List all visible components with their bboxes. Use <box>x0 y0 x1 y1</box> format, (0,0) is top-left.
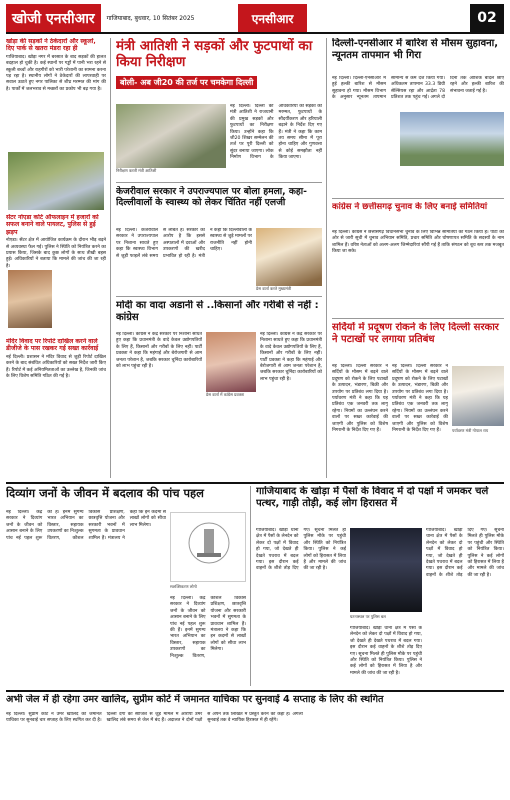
story-headline: दिव्यांग जनों के जीवन में बदलाव की पांच पहल <box>6 486 204 500</box>
story-photo <box>206 332 256 392</box>
story-congress-committees <box>332 202 504 230</box>
story-subhead: बोली- अब जी20 की तर्ज पर चमकेगा दिल्ली <box>116 76 257 89</box>
story-ghaziabad-clash <box>256 486 504 526</box>
photo-caption: पर्यावरण मंत्री गोपाल राय <box>452 428 489 433</box>
story-body: गाजियाबाद। खोड़ा थाना क्षेत्र में पैसों के लेनदेन को लेकर दो पक्षों में विवाद हो गया, जो देखते ही देखते पथराव में बदल गया। इस दौरान कई वाहनों के शीशे तोड़ दिए गए। सूचना मिलते ही पुलिस मौके पर पहुंची और स्थिति को नियंत्रित किया। पुलिस ने कई लोगों को हिरासत में लिया है और मामले की जांच की जा रही है। <box>256 528 346 572</box>
story-body: नई दिल्ली। सुप्रीम कोर्ट ने उमर खालिद की जमानत याचिका पर सुनवाई चार सप्ताह के लिए स्थगित कर दी है। दिल्ली दंगों की साजिश से जुड़े मामले में आरोपी उमर खालिद लंबे समय से जेल में बंद हैं। अदालत ने दोनों पक्षों से अपने तर्क लिखित में प्रस्तुत करने को कहा है। अगली सुनवाई तक वे न्यायिक हिरासत में ही रहेंगे। <box>6 712 303 724</box>
story-atishi-inspection <box>116 38 322 102</box>
story-headline: मंत्री आतिशी ने सड़कों और फुटपाथों का किया निरीक्षण <box>116 38 313 70</box>
story-headline: केजरीवाल सरकार ने उपराज्यपाल पर बोला हमला, कहा- दिल्लीवालों के स्वास्थ्य को लेकर चिंतित नहीं एलजी <box>116 186 307 209</box>
story-body-continued: नई दिल्ली। कांग्रेस ने केंद्र सरकार पर निशाना साधते हुए कहा कि प्रधानमंत्री के वादे केवल उद्योगपतियों के लिए हैं, किसानों और गरीबों के लिए नहीं। पार्टी प्रवक्ता ने कहा कि महंगाई और बेरोजगारी से आम जनता परेशान है, जबकि सरकार चुनिंदा कारोबारियों को लाभ पहुंचा रही है। <box>260 332 322 382</box>
story-body: गाजियाबाद। खोड़ा नगर में बरसात के बाद सड़कों की हालत बदहाल हो चुकी है। कई स्थानों पर गड्ढों में पानी भरा रहने से स्कूली बच्चों और राहगीरों को भारी परेशानी का सामना करना पड़ रहा है। स्थानीय लोगों ने ठेकेदारों की लापरवाही पर सवाल उठाते हुए नगर पालिका से शीघ्र मरम्मत की मांग की है। पार्कों में जलभराव से मच्छरों का प्रकोप भी बढ़ गया है। <box>6 54 106 92</box>
story-headline: मोदी का वादा अडानी से ..किसानों और गरीबी से नहीं : कांग्रेस <box>116 300 319 323</box>
story-body: नई दिल्ली। कांग्रेस ने केंद्र सरकार पर निशाना साधते हुए कहा कि प्रधानमंत्री के वादे केवल उद्योगपतियों के लिए हैं, किसानों और गरीबों के लिए नहीं। पार्टी प्रवक्ता ने कहा कि महंगाई और बेरोजगारी से आम जनता परेशान है, जबकि सरकार चुनिंदा कारोबारियों को लाभ पहुंचा रही है। <box>116 332 202 370</box>
story-photo <box>256 228 322 286</box>
empowerment-logo <box>170 512 246 582</box>
story-photo <box>8 270 52 328</box>
story-photo <box>400 112 504 166</box>
story-headline: खोड़ा की सड़कों ने ठेकेदारों और स्कूलों, दिए पार्क से खतरा मंडरा रहा ही <box>6 38 96 53</box>
story-umar-khalid <box>6 694 504 708</box>
brand-logo: खोजी एनसीआर <box>6 4 101 32</box>
story-disabled-initiatives <box>6 486 246 508</box>
story-headline: सर्दियों में प्रदूषण रोकने के लिए दिल्ली सरकार ने पटाखों पर लगाया प्रतिबंध <box>332 322 499 345</box>
story-photo <box>350 528 422 612</box>
story-temple-report <box>6 338 106 478</box>
masthead <box>6 4 504 34</box>
photo-caption: प्रेस वार्ता में कांग्रेस प्रवक्ता <box>206 392 245 397</box>
page-number: 02 <box>470 4 504 32</box>
story-photo <box>116 104 226 168</box>
story-body: नई दिल्ली। केंद्र सरकार ने दिव्यांग जनों के जीवन को आसान बनाने के लिए पांच नई पहल शुरू की हैं। इनमें सुगम्य भारत अभियान का विस्तार, सहायक उपकरणों का निःशुल्क वितरण, कौशल विकास प्रशिक्षण, छात्रवृत्ति योजना और सरकारी भवनों में सुगमता के प्रावधान शामिल हैं। मंत्रालय ने कहा कि इन कदमों से लाखों लोगों को सीधा लाभ मिलेगा। <box>6 510 166 541</box>
story-body-continued: नई दिल्ली। केंद्र सरकार ने दिव्यांग जनों के जीवन को आसान बनाने के लिए पांच नई पहल शुरू की हैं। इनमें सुगम्य भारत अभियान का विस्तार, सहायक उपकरणों का निःशुल्क वितरण, कौशल विकास प्रशिक्षण, छात्रवृत्ति योजना और सरकारी भवनों में सुगमता के प्रावधान शामिल हैं। मंत्रालय ने कहा कि इन कदमों से लाखों लोगों को सीधा लाभ मिलेगा। <box>170 596 246 659</box>
story-body-continued: गाजियाबाद। खोड़ा थाना क्षेत्र में पैसों के लेनदेन को लेकर दो पक्षों में विवाद हो गया, जो देखते ही देखते पथराव में बदल गया। इस दौरान कई वाहनों के शीशे तोड़ दिए गए। सूचना मिलते ही पुलिस मौके पर पहुंची और स्थिति को नियंत्रित किया। पुलिस ने कई लोगों को हिरासत में लिया है और मामले की जांच की जा रही है। <box>426 528 504 578</box>
story-headline: अभी जेल में ही रहेगा उमर खालिद, सुप्रीम कोर्ट में जमानत याचिका पर सुनवाई 4 सप्ताह के लिए की स्थगित <box>6 694 384 705</box>
story-body-extra: गाजियाबाद। खोड़ा थाना क्षेत्र में पैसों के लेनदेन को लेकर दो पक्षों में विवाद हो गया, जो देखते ही देखते पथराव में बदल गया। इस दौरान कई वाहनों के शीशे तोड़ दिए गए। सूचना मिलते ही पुलिस मौके पर पहुंची और स्थिति को नियंत्रित किया। पुलिस ने कई लोगों को हिरासत में लिया है और मामले की जांच की जा रही है। <box>350 626 422 676</box>
emblem-icon <box>171 513 246 582</box>
photo-caption: निरीक्षण करती मंत्री आतिशी <box>116 168 157 173</box>
story-body: नई दिल्ली। कांग्रेस ने छत्तीसगढ़ विधानसभा चुनाव के लिए विभिन्न समितियों का गठन किया है। पार्टी की ओर से जारी सूची में चुनाव अभियान समिति, प्रचार समिति और घोषणापत्र समिति के सदस्यों के नाम शामिल हैं। वरिष्ठ नेताओं को अलग-अलग जिम्मेदारियां सौंपी गई हैं ताकि संगठन को बूथ स्तर तक मजबूत किया जा सके। <box>332 230 504 255</box>
story-headline: दिल्ली-एनसीआर में बारिश से मौसम सुहावना, न्यूनतम तापमान भी गिरा <box>332 38 499 61</box>
story-body: नई दिल्ली। दिल्ली की मंत्री आतिशी ने राजधानी की प्रमुख सड़कों और फुटपाथों का निरीक्षण किया। उन्होंने कहा कि जी20 शिखर सम्मेलन की तर्ज पर पूरी दिल्ली को सुंदर बनाया जाएगा। लोक निर्माण विभाग के अधिकारियों को सड़कों की मरम्मत, फुटपाथों के सौंदर्यीकरण और हरियाली बढ़ाने के निर्देश दिए गए हैं। मंत्री ने कहा कि काम तय समय सीमा में पूरा होना चाहिए और गुणवत्ता से कोई समझौता नहीं किया जाएगा। <box>230 104 322 161</box>
photo-caption: सशक्तिकरण लोगो <box>170 584 197 589</box>
story-headline: गाजियाबाद के खोड़ा में पैसों के विवाद में दो पक्षों में जमकर चले पत्थर, गाड़ी तोड़ी, कई लोग हिरासत में <box>256 486 489 510</box>
photo-caption: प्रेस वार्ता करते मुख्यमंत्री <box>256 286 292 291</box>
story-body-continued: नई दिल्ली। दिल्ली सरकार ने सर्दियों के मौसम में बढ़ने वाले प्रदूषण को रोकने के लिए पटाखों के उत्पादन, भंडारण, बिक्री और उपयोग पर प्रतिबंध लगा दिया है। पर्यावरण मंत्री ने कहा कि यह प्रतिबंध एक जनवरी तक लागू रहेगा। नियमों का उल्लंघन करने वालों पर सख्त कार्रवाई की जाएगी और पुलिस को विशेष निगरानी के निर्देश दिए गए हैं। <box>392 364 448 434</box>
story-body: नोएडा। सेंटर क्षेत्र में आयोजित कार्यक्रम के दौरान भीड़ बढ़ने से अव्यवस्था फैल गई। पुलिस ने स्थिति को नियंत्रित करने का प्रयास किया, जिसके बाद कुछ लोगों के साथ तीखी बहस हुई। अधिकारियों ने बताया कि मामले की जांच की जा रही है। <box>6 238 106 269</box>
story-congress-modi <box>116 300 322 330</box>
story-weather <box>332 38 504 74</box>
photo-caption: घटनास्थल पर पुलिस बल <box>350 614 386 619</box>
story-headline: कांग्रेस ने छत्तीसगढ़ चुनाव के लिए बनाई समितियां <box>332 202 488 212</box>
story-headline: सेंटर नोएडा कोर्ट ऑफलाइन में हजारों को सफल बनाने वाले पायलट, पुलिस से हुई झड़प <box>6 214 99 236</box>
story-headline: मंदिर विवाद पर रिपोर्ट दाखिल करने वाले डीजीजे के पास रखकर गई सख्त कार्रवाई <box>6 338 99 353</box>
story-photo <box>8 152 104 210</box>
story-khoda-roads <box>6 38 106 150</box>
story-body: नई दिल्ली। प्रशासन ने मंदिर विवाद से जुड़ी रिपोर्ट दाखिल करने के बाद संबंधित अधिकारियों को सख्त निर्देश जारी किए हैं। रिपोर्ट में कई अनियमितताओं का उल्लेख है, जिनकी जांच के लिए विशेष समिति गठित की गई है। <box>6 354 106 380</box>
section-label: एनसीआर <box>238 4 308 32</box>
story-body: नई दिल्ली। केजरीवाल सरकार ने उपराज्यपाल पर निशाना साधते हुए कहा कि स्वास्थ्य विभाग से जुड़ी फाइलें लंबे समय से लंबित हैं। सरकार का आरोप है कि इससे अस्पतालों में दवाओं और उपकरणों की खरीद प्रभावित हो रही है। मंत्री ने कहा कि दिल्लीवालों के स्वास्थ्य से जुड़े मामलों पर राजनीति नहीं होनी चाहिए। <box>116 228 252 259</box>
issue-meta: गाजियाबाद, बुधवार, 10 सितंबर 2025 <box>106 15 195 22</box>
story-body: नई दिल्ली। दिल्ली-एनसीआर में हुई हल्की बारिश से मौसम सुहावना हो गया। मौसम विभाग के अनुसार न्यूनतम तापमान सामान्य से कम दर्ज किया गया। अधिकतम तापमान 33.3 डिग्री सेल्सियस रहा और आर्द्रता 78 प्रतिशत तक पहुंच गई। अगले दो दिनों तक आंशिक बादल छाए रहने और हल्की बारिश की संभावना जताई गई है। <box>332 76 504 101</box>
story-firecracker-ban <box>332 322 504 362</box>
story-photo <box>452 366 504 426</box>
story-body: नई दिल्ली। दिल्ली सरकार ने सर्दियों के मौसम में बढ़ने वाले प्रदूषण को रोकने के लिए पटाखों के उत्पादन, भंडारण, बिक्री और उपयोग पर प्रतिबंध लगा दिया है। पर्यावरण मंत्री ने कहा कि यह प्रतिबंध एक जनवरी तक लागू रहेगा। नियमों का उल्लंघन करने वालों पर सख्त कार्रवाई की जाएगी और पुलिस को विशेष निगरानी के निर्देश दिए गए हैं। <box>332 364 388 434</box>
story-kejriwal-lg <box>116 186 322 226</box>
